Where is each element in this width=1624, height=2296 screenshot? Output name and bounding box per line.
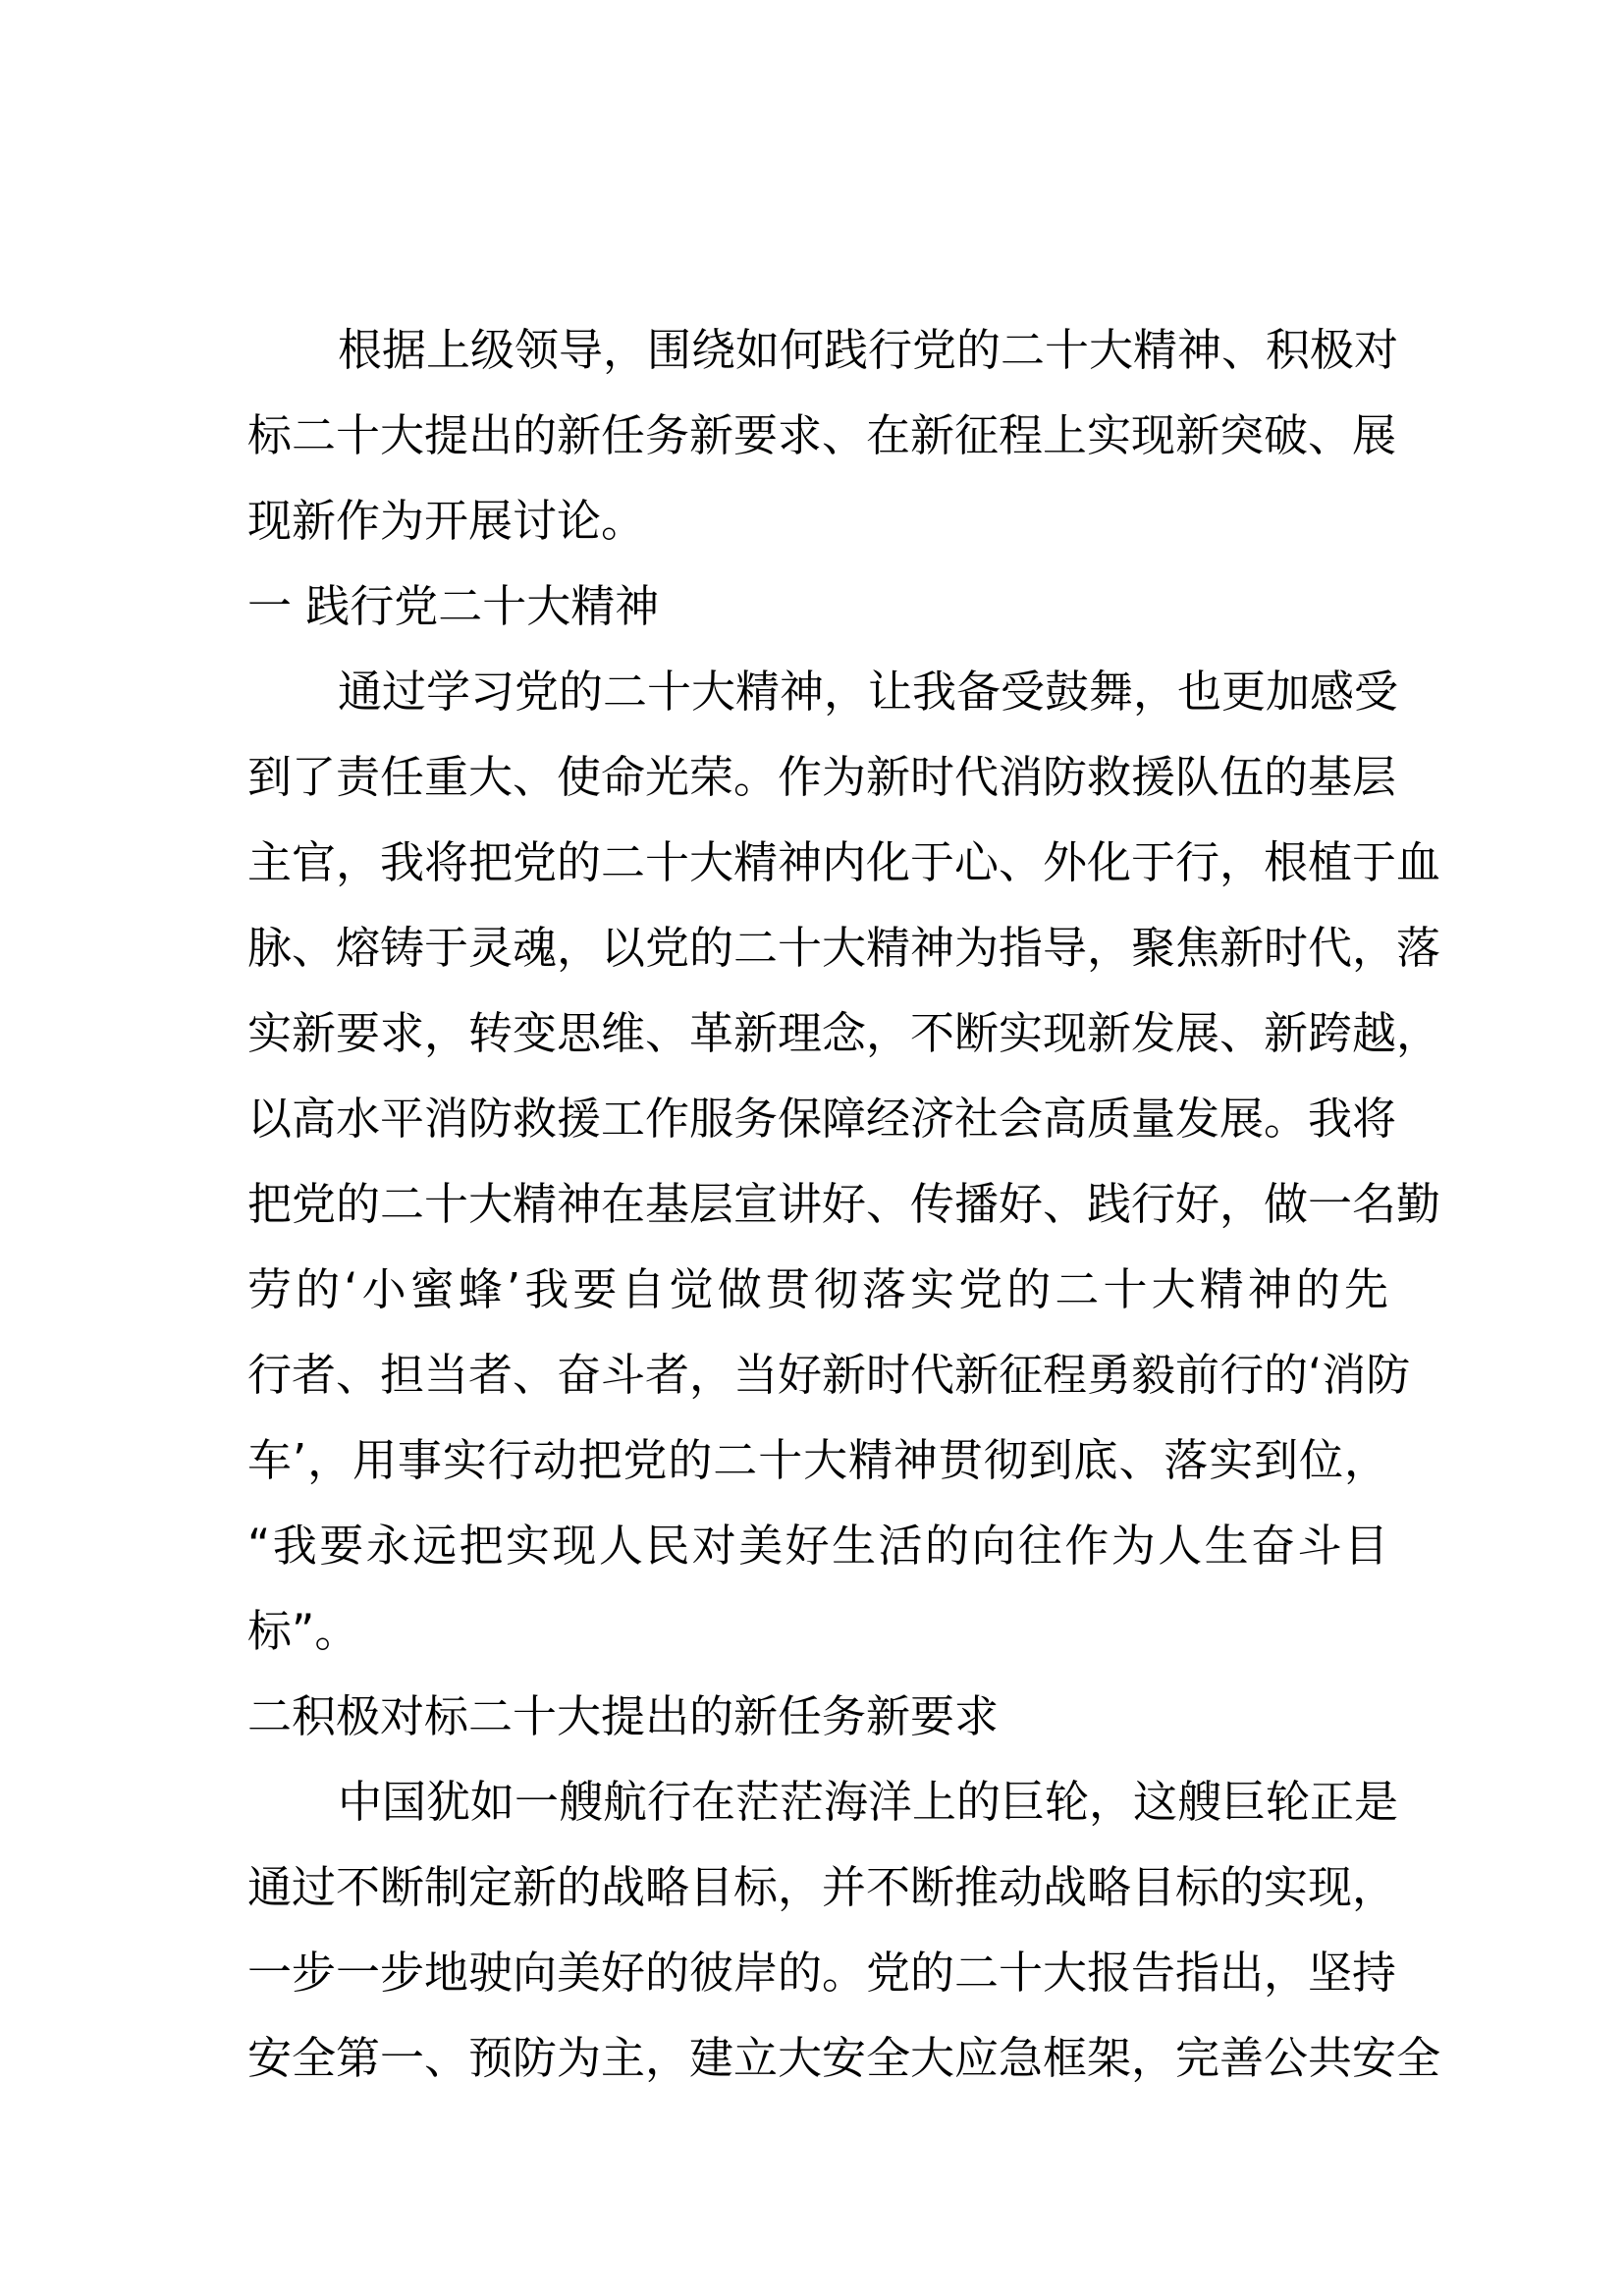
paragraph	[247, 649, 1441, 1674]
text-line: 通过不断制定新的战略目标，并不断推动战略目标的实现，	[247, 1861, 1397, 1913]
text-line: 通过学习党的二十大精神，让我备受鼓舞，也更加感受	[338, 666, 1399, 718]
text-line: 根据上级领导，围绕如何践行党的二十大精神、积极对	[338, 324, 1399, 376]
paragraph	[247, 307, 1399, 563]
text-line: 一 践行党二十大精神	[247, 580, 660, 632]
text-line: 中国犹如一艘航行在茫茫海洋上的巨轮，这艘巨轮正是	[338, 1776, 1399, 1828]
text-line: 以高水平消防救援工作服务保障经济社会高质量发展。我将	[247, 1093, 1397, 1145]
text-line: 到了责任重大、使命光荣。作为新时代消防救援队伍的基层	[247, 751, 1397, 803]
text-line: 标二十大提出的新任务新要求、在新征程上实现新突破、展	[247, 409, 1397, 461]
text-line: 二积极对标二十大提出的新任务新要求	[247, 1690, 1000, 1742]
text-line: 行者、担当者、奋斗者，当好新时代新征程勇毅前行的‘消防	[247, 1349, 1411, 1401]
text-line: 脉、熔铸于灵魂，以党的二十大精神为指导，聚焦新时代，落	[247, 922, 1441, 974]
text-line: 把党的二十大精神在基层宣讲好、传播好、践行好，做一名勤	[247, 1178, 1441, 1230]
section-heading	[247, 1674, 1388, 1759]
text-line: 安全第一、预防为主，建立大安全大应急框架，完善公共安全	[247, 2032, 1441, 2084]
text-line: 劳的‘小蜜蜂’我要自觉做贯彻落实党的二十大精神的先	[247, 1263, 1388, 1315]
text-line: 车’，用事实行动把党的二十大精神贯彻到底、落实到位，	[247, 1434, 1388, 1486]
section-heading	[247, 563, 1388, 649]
text-line: 标”。	[247, 1605, 359, 1657]
document-body	[247, 307, 1441, 2101]
text-line: 实新要求，转变思维、革新理念，不断实现新发展、新跨越，	[247, 1007, 1441, 1059]
text-line: 现新作为开展讨论。	[247, 495, 646, 547]
text-line: “我要永远把实现人民对美好生活的向往作为人生奋斗目	[247, 1520, 1388, 1572]
text-line: 一步一步地驶向美好的彼岸的。党的二十大报告指出，坚持	[247, 1947, 1397, 1999]
text-line: 主官，我将把党的二十大精神内化于心、外化于行，根植于血	[247, 836, 1441, 888]
paragraph	[247, 1759, 1441, 2101]
